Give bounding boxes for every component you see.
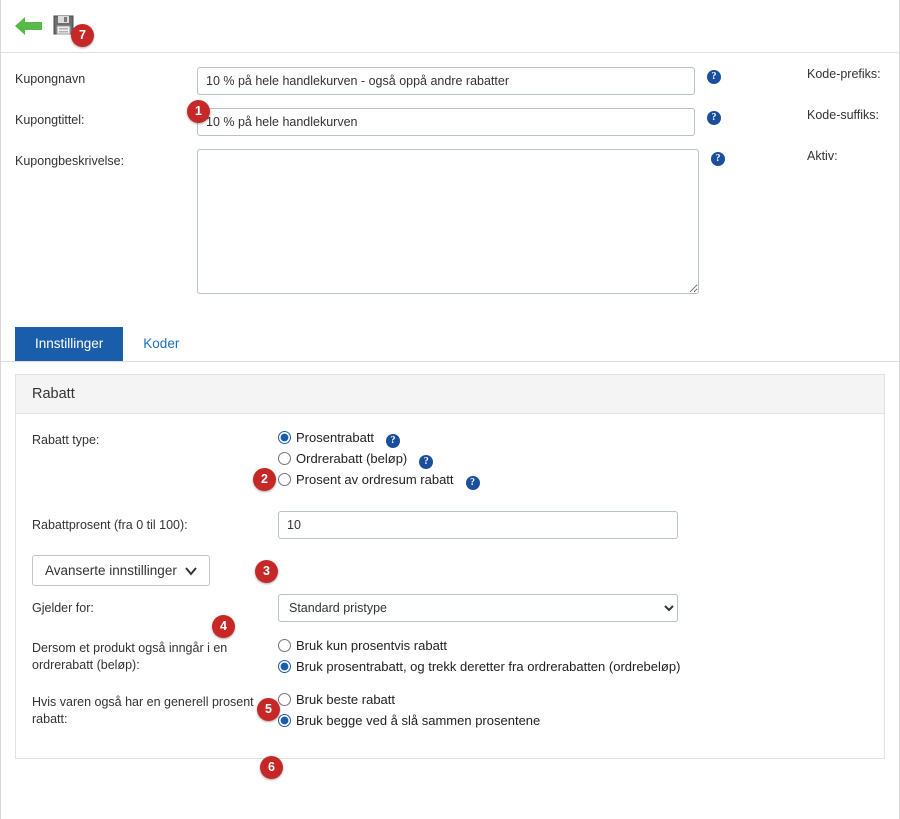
ordrerabatt-radio-group <box>278 638 680 680</box>
radio-label-kun-prosentvis[interactable]: Bruk kun prosentvis rabatt <box>296 638 448 653</box>
radio-option-prosent-av-ordresum[interactable] <box>278 472 480 487</box>
radio-label-begge-sammen[interactable]: Bruk begge ved å slå sammen prosentene <box>296 713 541 728</box>
chevron-down-icon <box>185 565 197 577</box>
radio-option-beste-rabatt[interactable] <box>278 692 540 707</box>
radio-prosent-av-ordresum[interactable] <box>278 473 291 486</box>
label-kupongtittel: Kupongtittel: <box>15 113 85 127</box>
callout-badge-1: 1 <box>187 100 210 123</box>
radio-option-kun-prosentvis[interactable] <box>278 638 680 653</box>
radio-label-prosentrabatt[interactable]: Prosentrabatt <box>296 430 375 445</box>
help-icon-kupongnavn[interactable]: ? <box>707 70 721 84</box>
radio-kun-prosentvis[interactable] <box>278 639 291 652</box>
callout-badge-4: 4 <box>212 615 235 638</box>
panel-body <box>16 414 884 758</box>
label-rabattprosent: Rabattprosent (fra 0 til 100): <box>32 518 188 532</box>
tab-koder[interactable]: Koder <box>143 336 180 351</box>
radio-begge-sammen[interactable] <box>278 714 291 727</box>
row-gjelder-for <box>16 594 884 622</box>
help-icon-kupongtittel[interactable]: ? <box>707 111 721 125</box>
row-rabattprosent <box>16 511 884 539</box>
radio-beste-rabatt[interactable] <box>278 693 291 706</box>
textarea-wrap-kupongbeskrivelse <box>197 149 699 297</box>
row-ordrerabatt-valg <box>16 638 884 680</box>
field-row-kupongtittel <box>1 108 899 136</box>
radio-prosentrabatt[interactable] <box>278 431 291 444</box>
help-icon-prosent-av-ordresum[interactable]: ? <box>466 476 480 490</box>
radio-label-beste-rabatt[interactable]: Bruk beste rabatt <box>296 692 395 707</box>
callout-badge-3: 3 <box>255 560 278 583</box>
radio-label-prosent-av-ordresum[interactable]: Prosent av ordresum rabatt <box>296 472 454 487</box>
help-icon-ordrerabatt[interactable]: ? <box>419 455 433 469</box>
radio-option-begge-sammen[interactable] <box>278 713 540 728</box>
radio-ordrerabatt[interactable] <box>278 452 291 465</box>
coupon-top-form <box>1 53 899 297</box>
kupongtittel-input[interactable] <box>197 108 695 136</box>
help-icon-prosentrabatt[interactable]: ? <box>386 434 400 448</box>
tab-innstillinger[interactable]: Innstillinger <box>15 327 123 361</box>
row-rabatt-type <box>16 430 884 493</box>
back-arrow-icon[interactable] <box>15 14 43 38</box>
input-wrap-kupongtittel <box>197 108 695 136</box>
gjelder-for-select[interactable] <box>278 594 678 622</box>
radio-option-prosentrabatt[interactable] <box>278 430 480 445</box>
radio-prosent-og-trekk[interactable] <box>278 660 291 673</box>
label-aktiv: Aktiv: <box>807 149 838 163</box>
radio-option-ordrerabatt[interactable] <box>278 451 480 466</box>
advanced-settings-row <box>16 549 884 594</box>
label-rabatt-type: Rabatt type: <box>32 433 100 447</box>
label-generell-prosent: Hvis varen også har en generell prosent rabatt: <box>32 695 254 726</box>
label-kupongnavn: Kupongnavn <box>15 72 86 86</box>
kupongbeskrivelse-textarea[interactable] <box>197 149 699 294</box>
callout-badge-2: 2 <box>253 468 276 491</box>
tab-bar <box>1 327 899 362</box>
rabatt-panel <box>15 374 885 759</box>
toolbar <box>1 0 899 53</box>
field-row-kupongnavn <box>1 67 899 95</box>
label-kode-suffiks: Kode-suffiks: <box>807 108 880 122</box>
input-wrap-kupongnavn <box>197 67 695 95</box>
advanced-settings-label: Avanserte innstillinger <box>45 563 177 578</box>
panel-title: Rabatt <box>16 375 884 414</box>
callout-badge-7: 7 <box>71 24 94 47</box>
label-kupongbeskrivelse: Kupongbeskrivelse: <box>15 154 125 168</box>
callout-badge-5: 5 <box>257 698 280 721</box>
label-gjelder-for: Gjelder for: <box>32 601 94 615</box>
radio-label-ordrerabatt[interactable]: Ordrerabatt (beløp) <box>296 451 408 466</box>
radio-option-prosent-og-trekk[interactable] <box>278 659 680 674</box>
field-row-kupongbeskrivelse <box>1 149 899 297</box>
callout-badge-6: 6 <box>260 756 283 779</box>
generell-prosent-radio-group <box>278 692 540 734</box>
row-generell-prosent <box>16 692 884 734</box>
rabattprosent-input[interactable] <box>278 511 678 539</box>
label-ordrerabatt-valg: Dersom et produkt også inngår i en ordrerabatt (beløp): <box>32 641 228 672</box>
rabatt-type-radio-group <box>278 430 480 493</box>
help-icon-kupongbeskrivelse[interactable]: ? <box>711 152 725 166</box>
radio-label-prosent-og-trekk[interactable]: Bruk prosentrabatt, og trekk deretter fra ordrerabatten (ordrebeløp) <box>296 659 681 674</box>
kupongnavn-input[interactable] <box>197 67 695 95</box>
label-kode-prefiks: Kode-prefiks: <box>807 67 881 81</box>
advanced-settings-button[interactable] <box>32 555 210 586</box>
